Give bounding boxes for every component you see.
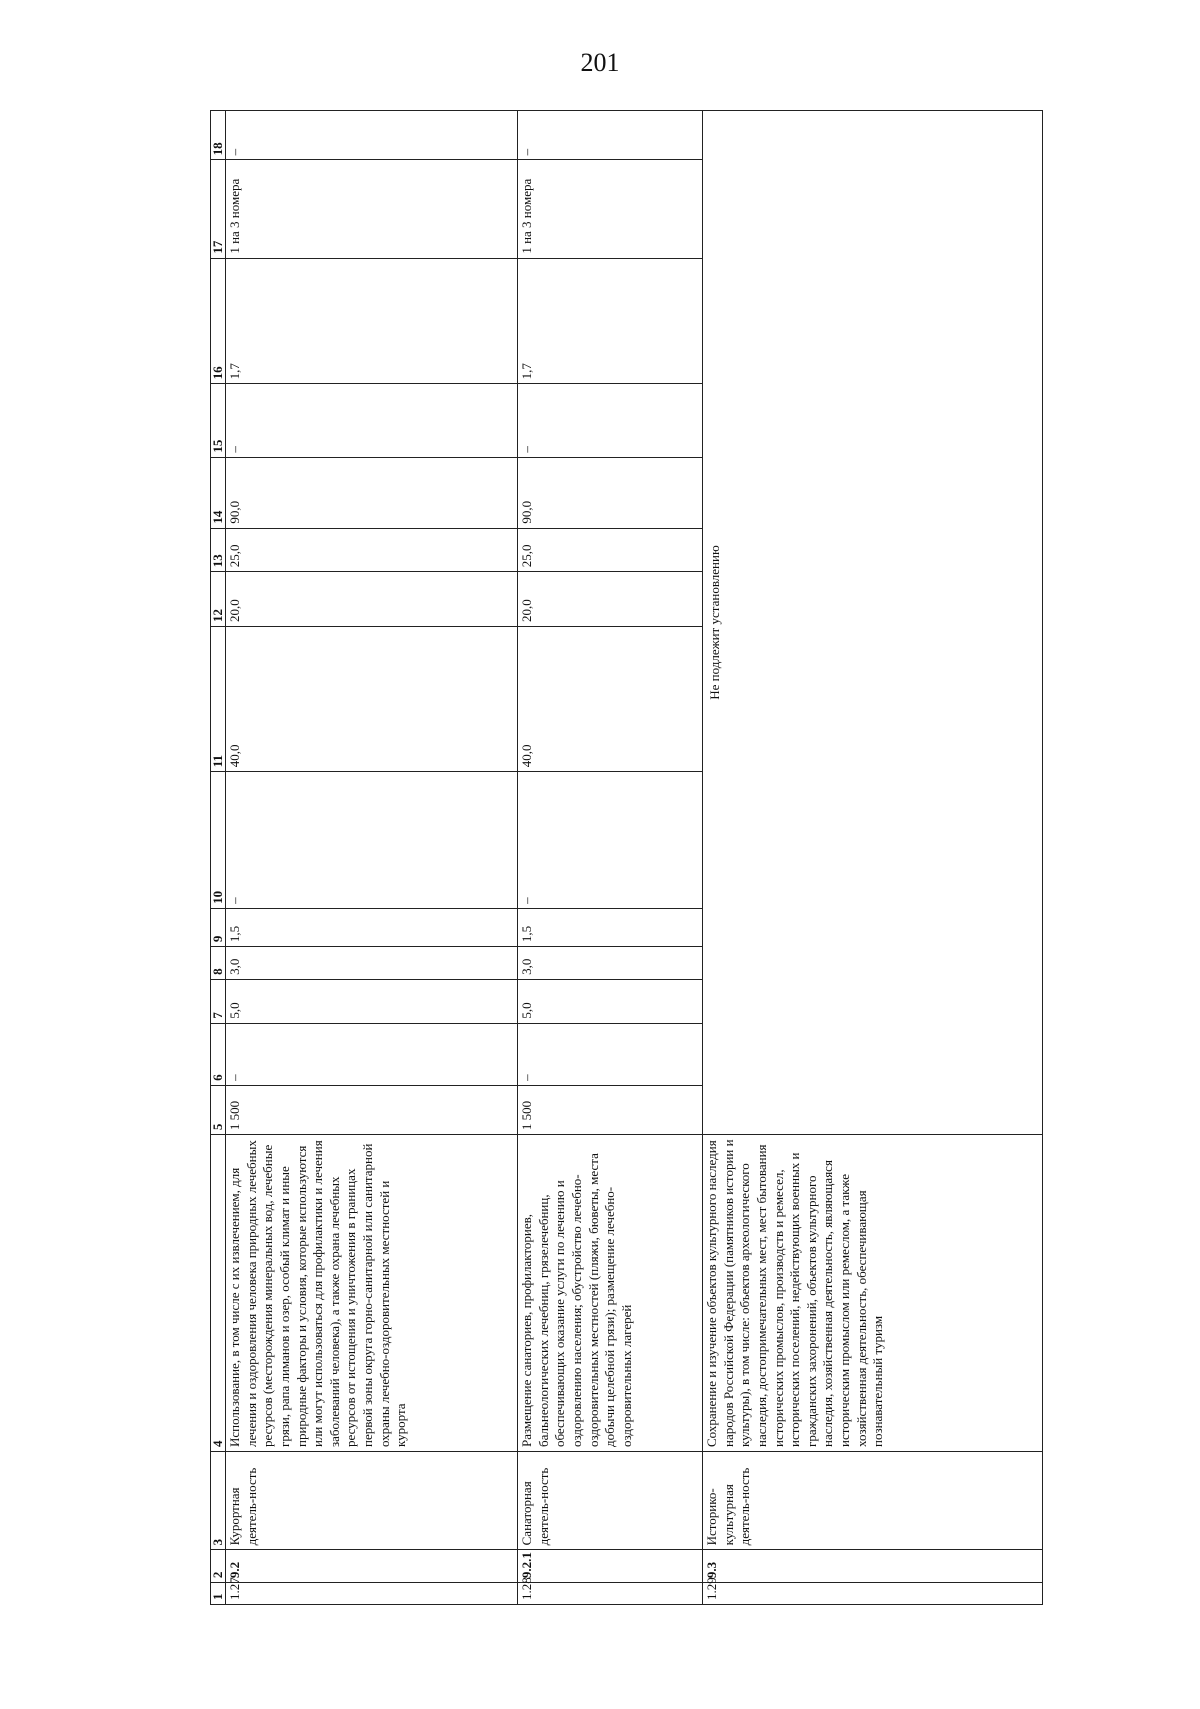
classification-code: 9.3 bbox=[703, 1550, 1043, 1583]
value-cell-10: – bbox=[226, 772, 518, 909]
land-use-name: Курортная деятель-ность bbox=[226, 1452, 518, 1550]
value-cell-10: – bbox=[518, 772, 703, 909]
value-cell-6: – bbox=[226, 1023, 518, 1085]
merged-not-established-cell: Не подлежит установлению bbox=[703, 111, 1043, 1135]
value-cell-16: 1,7 bbox=[518, 258, 703, 384]
land-use-description: Размещение санаториев, профилакториев, бальнеологических лечебниц, грязелечебниц, обеспечивающих оказание услуги по лечению и оздоровлению населения; обустройство лечебно-оздоровительных местностей (пляжи, бюветы, места добычи целебной грязи); размещение лечебно-оздоровительных лагерей bbox=[518, 1135, 703, 1452]
value-cell-17: 1 на 3 номера bbox=[226, 160, 518, 258]
header-cell-6: 6 bbox=[211, 1023, 226, 1085]
value-cell-5: 1 500 bbox=[518, 1085, 703, 1134]
header-cell-11: 11 bbox=[211, 626, 226, 771]
value-cell-6: – bbox=[518, 1023, 703, 1085]
regulations-table bbox=[210, 110, 1043, 1605]
header-cell-1: 1 bbox=[211, 1583, 226, 1605]
value-cell-8: 3,0 bbox=[518, 947, 703, 980]
table-row bbox=[703, 111, 1043, 1605]
row-number: 1.29 bbox=[703, 1583, 1043, 1605]
value-cell-7: 5,0 bbox=[518, 979, 703, 1023]
value-cell-15: – bbox=[226, 384, 518, 457]
value-cell-8: 3,0 bbox=[226, 947, 518, 980]
header-cell-9: 9 bbox=[211, 908, 226, 946]
header-cell-7: 7 bbox=[211, 979, 226, 1023]
header-row bbox=[211, 111, 226, 1605]
value-cell-18: – bbox=[226, 111, 518, 160]
value-cell-13: 25,0 bbox=[518, 528, 703, 572]
header-cell-5: 5 bbox=[211, 1085, 226, 1134]
value-cell-17: 1 на 3 номера bbox=[518, 160, 703, 258]
header-cell-17: 17 bbox=[211, 160, 226, 258]
header-cell-2: 2 bbox=[211, 1550, 226, 1583]
page-number: 201 bbox=[580, 48, 620, 77]
rotated-table-container bbox=[210, 110, 1078, 1605]
header-cell-14: 14 bbox=[211, 457, 226, 528]
classification-code: 9.2 bbox=[226, 1550, 518, 1583]
value-cell-15: – bbox=[518, 384, 703, 457]
header-cell-8: 8 bbox=[211, 947, 226, 980]
value-cell-16: 1,7 bbox=[226, 258, 518, 384]
header-cell-4: 4 bbox=[211, 1135, 226, 1452]
value-cell-9: 1,5 bbox=[226, 908, 518, 946]
value-cell-7: 5,0 bbox=[226, 979, 518, 1023]
header-cell-16: 16 bbox=[211, 258, 226, 384]
row-number: 1.27 bbox=[226, 1583, 518, 1605]
value-cell-5: 1 500 bbox=[226, 1085, 518, 1134]
land-use-description: Использование, в том числе с их извлечением, для лечения и оздоровления человека природных лечебных ресурсов (месторождения минеральных вод, лечебные грязи, рапа лиманов и озер, особый климат и иные природные факторы и условия, которые используются или могут использоваться для профилактики и лечения заболеваний человека), а также охрана лечебных ресурсов от истощения и уничтожения в границах первой зоны округа горно-санитарной или санитарной охраны лечебно-оздоровительных местностей и курорта bbox=[226, 1135, 518, 1452]
header-cell-12: 12 bbox=[211, 572, 226, 627]
table-row bbox=[226, 111, 518, 1605]
value-cell-11: 40,0 bbox=[518, 626, 703, 771]
header-cell-18: 18 bbox=[211, 111, 226, 160]
value-cell-12: 20,0 bbox=[518, 572, 703, 627]
classification-code: 9.2.1 bbox=[518, 1550, 703, 1583]
value-cell-12: 20,0 bbox=[226, 572, 518, 627]
value-cell-11: 40,0 bbox=[226, 626, 518, 771]
table-row bbox=[518, 111, 703, 1605]
land-use-name: Историко-культурная деятель-ность bbox=[703, 1452, 1043, 1550]
land-use-name: Санаторная деятель-ность bbox=[518, 1452, 703, 1550]
value-cell-9: 1,5 bbox=[518, 908, 703, 946]
header-cell-15: 15 bbox=[211, 384, 226, 457]
value-cell-13: 25,0 bbox=[226, 528, 518, 572]
value-cell-14: 90,0 bbox=[226, 457, 518, 528]
land-use-description: Сохранение и изучение объектов культурного наследия народов Российской Федерации (памятников истории и культуры), в том числе: объектов археологического наследия, достопримечательных мест, мест бытования исторических промыслов, производств и ремесел, исторических поселений, недействующих военных и гражданских захоронений, объектов культурного наследия, хозяйственная деятельность, являющаяся историческим промыслом или ремеслом, а также хозяйственная деятельность, обеспечивающая познавательный туризм bbox=[703, 1135, 1043, 1452]
value-cell-18: – bbox=[518, 111, 703, 160]
header-cell-10: 10 bbox=[211, 772, 226, 909]
header-cell-13: 13 bbox=[211, 528, 226, 572]
header-cell-3: 3 bbox=[211, 1452, 226, 1550]
row-number: 1.28 bbox=[518, 1583, 703, 1605]
value-cell-14: 90,0 bbox=[518, 457, 703, 528]
